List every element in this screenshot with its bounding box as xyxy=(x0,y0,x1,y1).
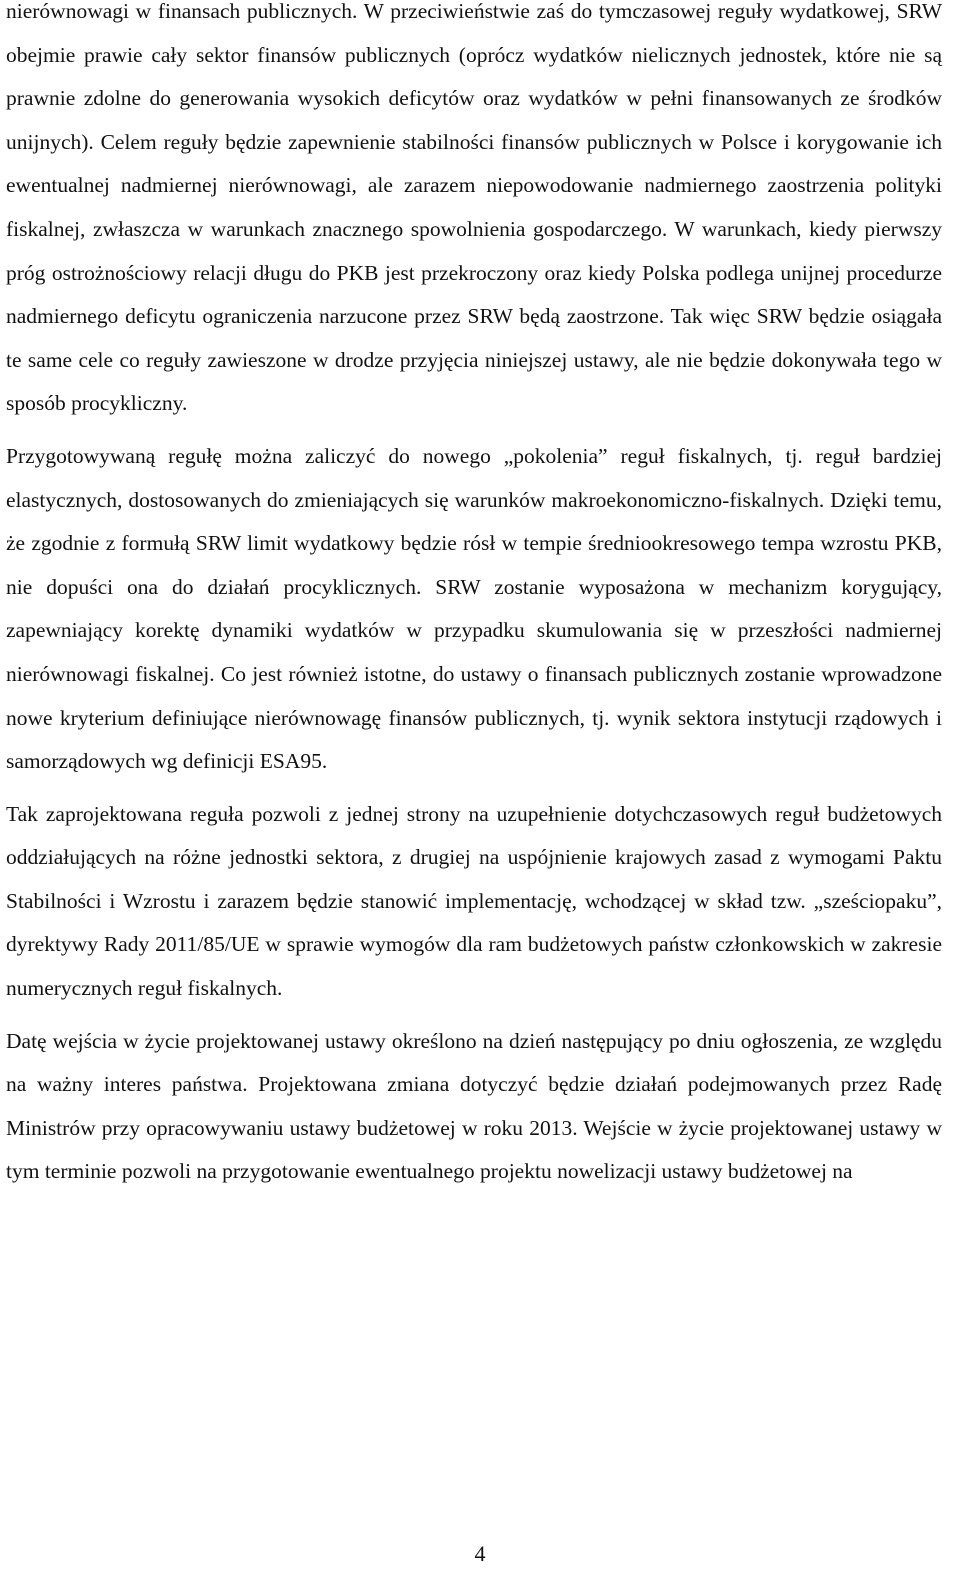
body-paragraph: Przygotowywaną regułę można zaliczyć do nowego „pokolenia” reguł fiskalnych, tj. reguł bardziej elastycznych, dostosowanych do zmieniających się warunków makroekonomiczno-fiskalnych. Dzięki temu, że zgodnie z formułą SRW limit wydatkowy będzie rósł w tempie średniookresowego tempa wzrostu PKB, nie dopuści ona do działań procyklicznych. SRW zostanie wyposażona w mechanizm korygujący, zapewniający korektę dynamiki wydatków w przypadku skumulowania się w przeszłości nadmiernej nierównowagi fiskalnej. Co jest również istotne, do ustawy o finansach publicznych zostanie wprowadzone nowe kryterium definiujące nierównowagę finansów publicznych, tj. wynik sektora instytucji rządowych i samorządowych wg definicji ESA95. xyxy=(6,443,942,774)
page-number: 4 xyxy=(474,1541,486,1566)
body-paragraph: nierównowagi w finansach publicznych. W przeciwieństwie zaś do tymczasowej reguły wydatkowej, SRW obejmie prawie cały sektor finansów publicznych (oprócz wydatków nielicznych jednostek, które nie są prawnie zdolne do generowania wysokich deficytów oraz wydatków w pełni finansowanych ze środków unijnych). Celem reguły będzie zapewnienie stabilności finansów publicznych w Polsce i korygowanie ich ewentualnej nadmiernej nierównowagi, ale zarazem niepowodowanie nadmiernego zaostrzenia polityki fiskalnej, zwłaszcza w warunkach znacznego spowolnienia gospodarczego. W warunkach, kiedy pierwszy próg ostrożnościowy relacji długu do PKB jest przekroczony oraz kiedy Polska podlega unijnej procedurze nadmiernego deficytu ograniczenia narzucone przez SRW będą zaostrzone. Tak więc SRW będzie osiągała te same cele co reguły zawieszone w drodze przyjęcia niniejszej ustawy, ale nie będzie dokonywała tego w sposób procykliczny. xyxy=(6,0,942,416)
document-page xyxy=(6,0,942,1194)
body-paragraph: Datę wejścia w życie projektowanej ustawy określono na dzień następujący po dniu ogłoszenia, ze względu na ważny interes państwa. Projektowana zmiana dotyczyć będzie działań podejmowanych przez Radę Ministrów przy opracowywaniu ustawy budżetowej w roku 2013. Wejście w życie projektowanej ustawy w tym terminie pozwoli na przygotowanie ewentualnego projektu nowelizacji ustawy budżetowej na xyxy=(6,1028,942,1184)
body-paragraph: Tak zaprojektowana reguła pozwoli z jednej strony na uzupełnienie dotychczasowych reguł budżetowych oddziałujących na różne jednostki sektora, z drugiej na uspójnienie krajowych zasad z wymogami Paktu Stabilności i Wzrostu i zarazem będzie stanowić implementację, wchodzącej w skład tzw. „sześciopaku”, dyrektywy Rady 2011/85/UE w sprawie wymogów dla ram budżetowych państw członkowskich w zakresie numerycznych reguł fiskalnych. xyxy=(6,801,942,1001)
